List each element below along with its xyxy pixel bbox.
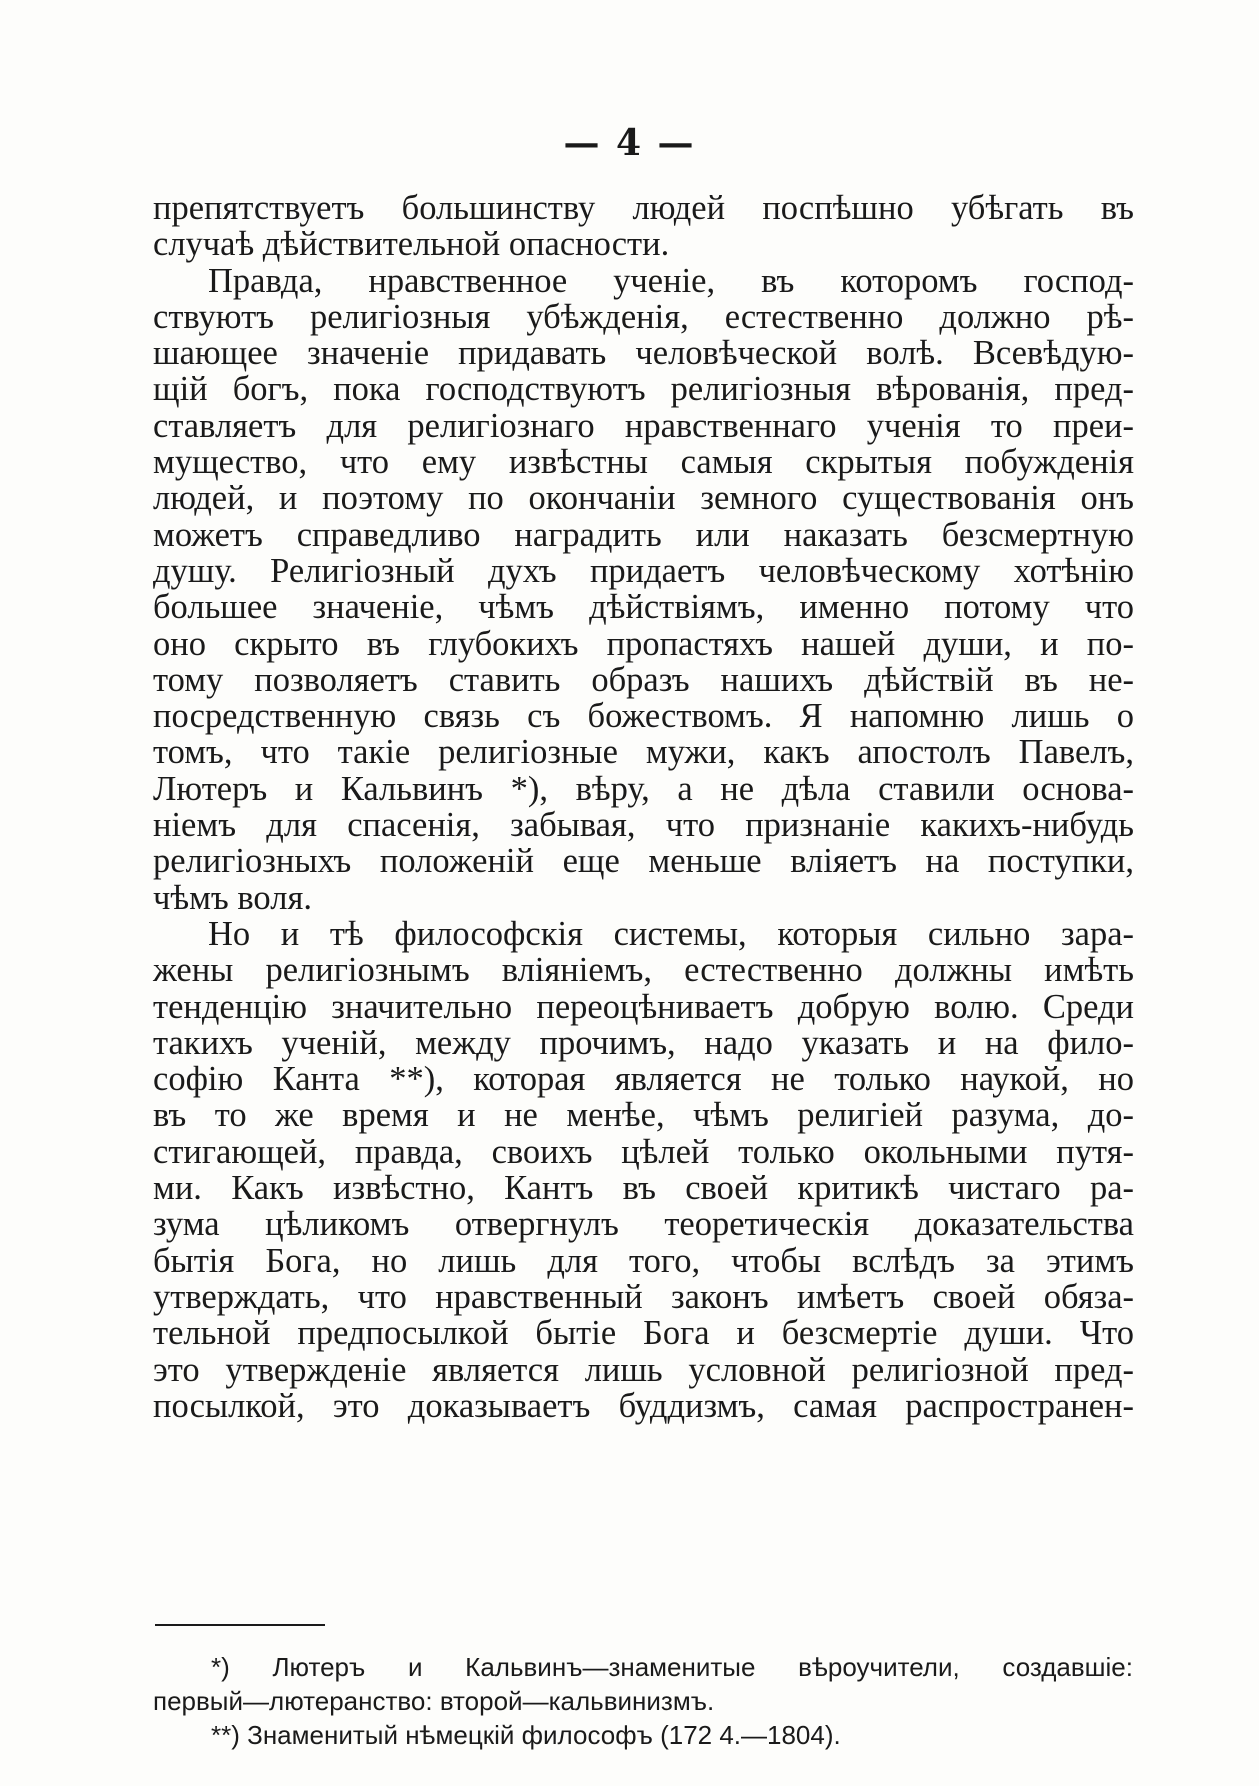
- footnote-line: **) Знаменитый нѣмецкій философъ (172 4.—1804).: [211, 1720, 841, 1750]
- text-line: это утвержденіе является лишь условной религіозной пред-: [153, 1350, 1134, 1389]
- text-line: зума цѣликомъ отвергнулъ теоретическія доказательства: [153, 1205, 1134, 1244]
- text-line: бытія Бога, но лишь для того, чтобы вслѣдъ за этимъ: [153, 1241, 1134, 1280]
- text-line: тому позволяетъ ставить образъ нашихъ дѣйствій въ не-: [153, 660, 1134, 699]
- footnote: [153, 1718, 1133, 1752]
- paragraph: [153, 916, 1134, 1424]
- page-number: — 4 —: [563, 122, 696, 164]
- text-line: людей, и поэтому по окончаніи земного существованія онъ: [153, 479, 1134, 518]
- footnote: [153, 1650, 1133, 1718]
- text-line: религіозныхъ положеній еще меньше вліяетъ на поступки,: [153, 842, 1134, 881]
- text-line: ми. Какъ извѣстно, Кантъ въ своей критикѣ чистаго ра-: [153, 1169, 1134, 1208]
- text-line: тельной предпосылкой бытіе Бога и безсмертіе души. Что: [153, 1314, 1134, 1353]
- footnote-line: первый—лютеранство: второй—кальвинизмъ.: [153, 1686, 715, 1716]
- text-line: чѣмъ воля.: [153, 878, 312, 917]
- main-text: [153, 190, 1134, 1424]
- text-line: щій богъ, пока господствуютъ религіозныя вѣрованія, пред-: [153, 370, 1134, 409]
- footnote-line: *) Лютеръ и Кальвинъ—знаменитые вѣроучители, создавшіе:: [211, 1652, 1133, 1682]
- text-line: посредственную связь съ божествомъ. Я напомню лишь о: [153, 697, 1134, 736]
- text-line: оно скрыто въ глубокихъ пропастяхъ нашей души, и по-: [153, 624, 1134, 663]
- text-line: Правда, нравственное ученіе, въ которомъ господ-: [208, 261, 1134, 300]
- footnotes: [153, 1650, 1133, 1752]
- text-line: Но и тѣ философскія системы, которыя сильно зара-: [208, 914, 1134, 953]
- text-line: такихъ ученій, между прочимъ, надо указать и на фило-: [153, 1023, 1134, 1062]
- text-line: мущество, что ему извѣстны самыя скрытыя побужденія: [153, 443, 1134, 482]
- text-line: ніемъ для спасенія, забывая, что признаніе какихъ-нибудь: [153, 806, 1134, 845]
- text-line: тенденцію значительно переоцѣниваетъ добрую волю. Среди: [153, 987, 1134, 1026]
- text-line: ставляетъ для религіознаго нравственнаго ученія то преи-: [153, 406, 1134, 445]
- text-line: препятствуетъ большинству людей поспѣшно убѣгать въ: [153, 189, 1134, 227]
- text-line: томъ, что такіе религіозные мужи, какъ апостолъ Павелъ,: [153, 733, 1134, 772]
- text-line: случаѣ дѣйствительной опасности.: [153, 225, 670, 264]
- text-line: душу. Религіозный духъ придаетъ человѣческому хотѣнію: [153, 551, 1134, 590]
- paragraph: [153, 263, 1134, 916]
- text-line: посылкой, это доказываетъ буддизмъ, самая распространен-: [153, 1386, 1134, 1425]
- text-line: ствуютъ религіозныя убѣжденія, естественно должно рѣ-: [153, 297, 1134, 336]
- text-line: утверждать, что нравственный законъ имѣетъ своей обяза-: [153, 1277, 1134, 1316]
- text-line: софію Канта **), которая является не только наукой, но: [153, 1060, 1134, 1099]
- paragraph: [153, 190, 1134, 263]
- text-line: жены религіознымъ вліяніемъ, естественно должны имѣть: [153, 951, 1134, 990]
- text-line: въ то же время и не менѣе, чѣмъ религіей разума, до-: [153, 1096, 1134, 1135]
- text-line: большее значеніе, чѣмъ дѣйствіямъ, именно потому что: [153, 588, 1134, 627]
- text-line: стигающей, правда, своихъ цѣлей только окольными путя-: [153, 1132, 1134, 1171]
- text-line: шающее значеніе придавать человѣческой волѣ. Всевѣдую-: [153, 334, 1134, 373]
- text-line: Лютеръ и Кальвинъ *), вѣру, а не дѣла ставили основа-: [153, 769, 1134, 808]
- text-line: можетъ справедливо наградить или наказать безсмертную: [153, 515, 1134, 554]
- footnote-divider: [155, 1624, 325, 1626]
